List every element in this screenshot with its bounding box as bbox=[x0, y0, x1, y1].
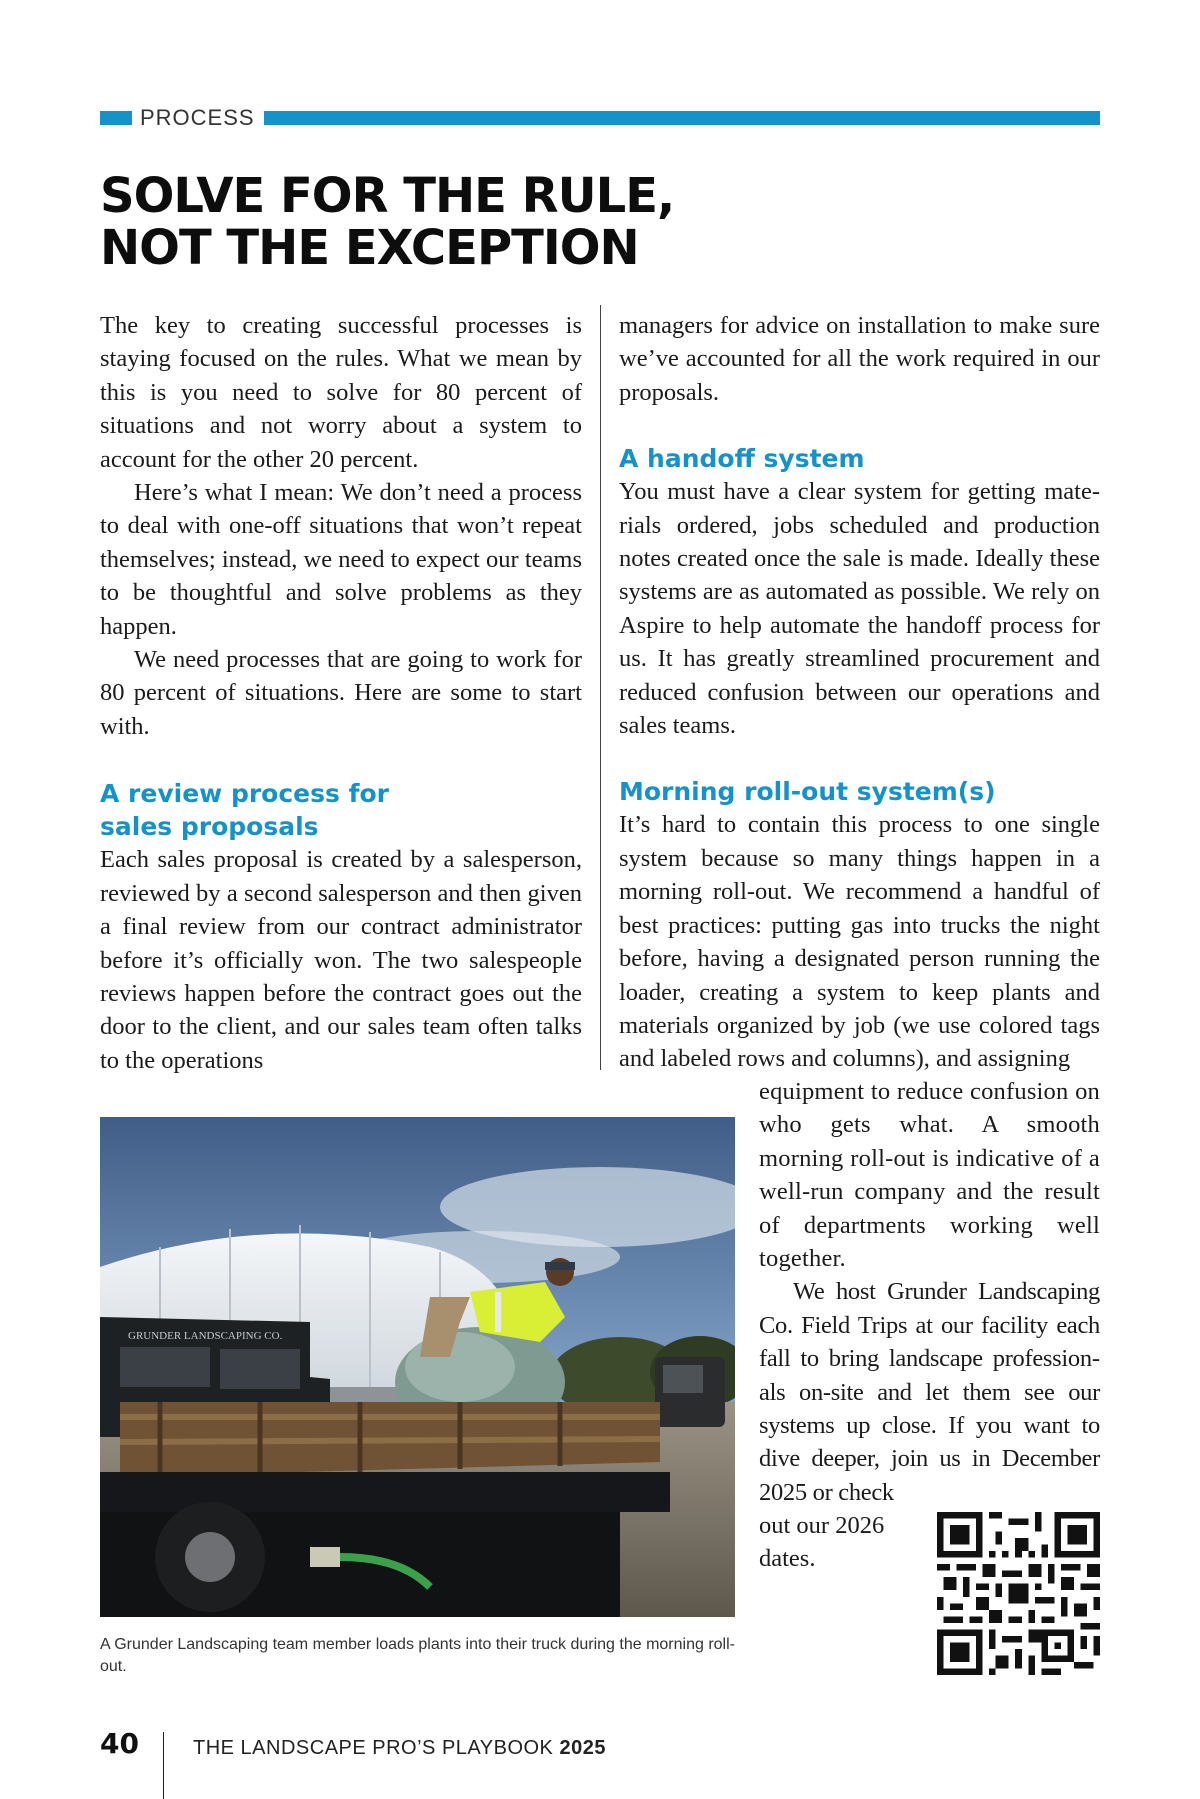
publication-title bbox=[193, 1736, 606, 1760]
body-paragraph: It’s hard to contain this process to one single system because so many things happen in a morning roll-out. We recommend a handful of best practices: putting gas into trucks the night before, having a designated person running the loader, creating a system to keep plants and materials organized by job (we use colored tags and labeled rows and columns), and assigning bbox=[619, 811, 1100, 1073]
body-paragraph: managers for advice on installation to make sure we’ve accounted for all the work required in our proposals. bbox=[619, 312, 1100, 406]
subheading-review-process bbox=[100, 777, 582, 843]
truck-door-text: GRUNDER LANDSCAPING CO. bbox=[128, 1330, 283, 1342]
publication-name: THE LANDSCAPE PRO’S PLAYBOOK bbox=[193, 1737, 554, 1759]
left-column bbox=[100, 309, 582, 1077]
section-label: PROCESS bbox=[140, 105, 255, 130]
body-paragraph: Each sales proposal is created by a salesperson, reviewed by a second salesperson and then given a final review from our contract administrator before it’s officially won. The two salespeople reviews happen before the contract goes out the door to the client, and our sales team often talks to the operations bbox=[100, 846, 582, 1074]
subheading-morning-rollout: Morning roll-out system(s) bbox=[619, 777, 996, 807]
qr-code-icon[interactable] bbox=[937, 1512, 1100, 1675]
page-title-line-2: NOT THE EXCEPTION bbox=[100, 220, 639, 276]
subheading-handoff-system: A handoff system bbox=[619, 444, 865, 474]
column-divider bbox=[600, 305, 601, 1070]
body-paragraph: Here’s what I mean: We don’t need a process to deal with one-off situations that won’t repeat themselves; instead, we need to expect our teams to be thoughtful and solve problems as they happen. bbox=[100, 479, 582, 640]
footer-divider bbox=[163, 1732, 164, 1799]
publication-year: 2025 bbox=[559, 1737, 606, 1759]
section-header-bar bbox=[100, 105, 1100, 130]
page-number: 40 bbox=[100, 1727, 139, 1760]
page-title bbox=[100, 170, 674, 274]
photo-caption: A Grunder Landscaping team member loads plants into their truck during the morning roll-out. bbox=[100, 1636, 735, 1675]
right-column bbox=[619, 309, 1100, 1076]
intro-paragraph: The key to creating successful processes is staying focused on the rules. What we mean by this is you need to solve for 80 percent of situations and not worry about a system to account for the other 20 percent. bbox=[100, 312, 582, 473]
subheading-line: A review process for bbox=[100, 779, 389, 809]
wrapped-text-end bbox=[759, 1509, 929, 1576]
body-paragraph: equipment to reduce confusion on who gets what. A smooth morning roll-out is indicative of a well-run company and the result of departments working well together. bbox=[759, 1078, 1100, 1273]
page-title-line-1: SOLVE FOR THE RULE, bbox=[100, 168, 675, 224]
section-bar-block-left bbox=[100, 111, 132, 125]
subheading-line: sales proposals bbox=[100, 812, 319, 842]
article-photo bbox=[100, 1117, 735, 1617]
body-paragraph: out our 2026 dates. bbox=[759, 1512, 885, 1573]
body-paragraph: We need processes that are going to work for 80 percent of situations. Here are some to start with. bbox=[100, 646, 582, 740]
section-bar-block-right bbox=[264, 111, 1100, 125]
body-paragraph: We host Grunder Landscaping Co. Field Trips at our facility each fall to bring landscape professionals on-site and let them see our systems up close. If you want to dive deeper, join us in December 2025 or check bbox=[759, 1278, 1100, 1506]
wrapped-text-column bbox=[759, 1075, 1100, 1509]
truck-loading-photo bbox=[100, 1117, 735, 1617]
body-paragraph: You must have a clear system for getting materials ordered, jobs scheduled and production notes created once the sale is made. Ideally these systems are as automated as possible. We rely on Aspire to help automate the handoff process for us. It has greatly streamlined procurement and reduced confusion between our operations and sales teams. bbox=[619, 478, 1100, 740]
